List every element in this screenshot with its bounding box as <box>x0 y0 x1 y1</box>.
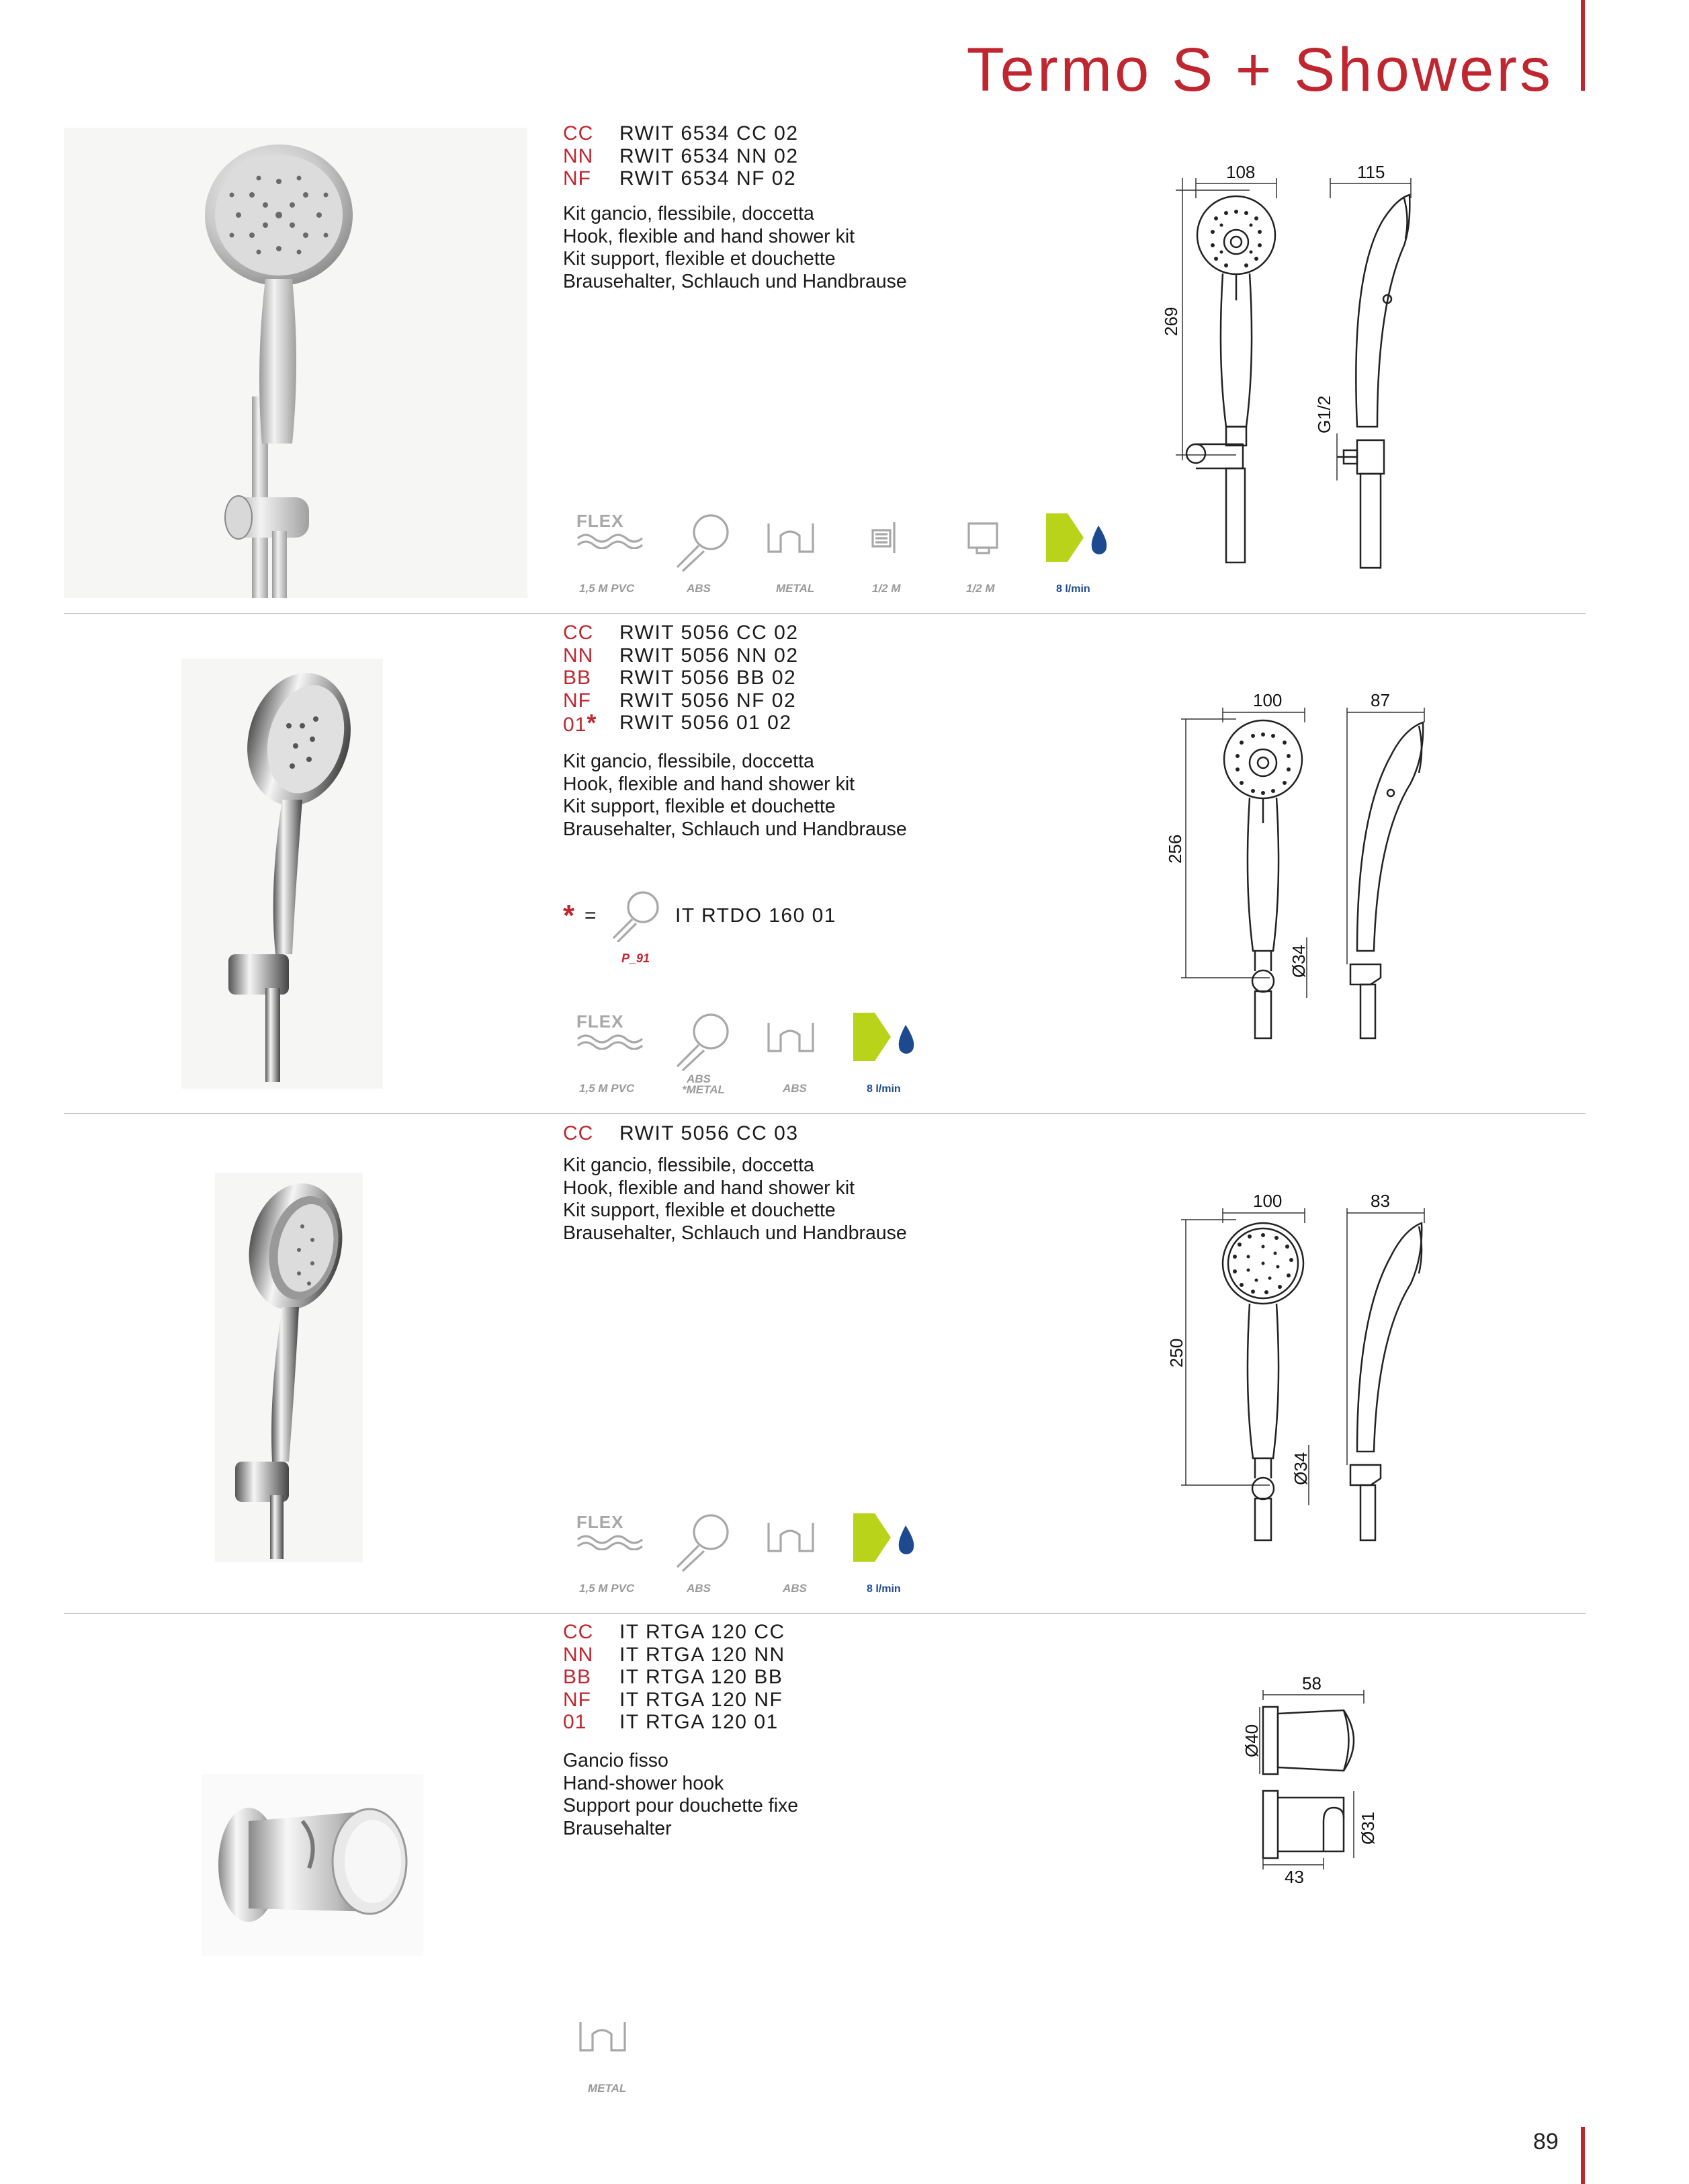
finish-code: NN <box>563 1643 594 1666</box>
dim-width: 108 <box>1226 162 1256 182</box>
dim-width: 100 <box>1253 690 1283 710</box>
product-description <box>563 1750 798 1840</box>
finish-code: BB <box>563 667 592 689</box>
flex-hose-icon: FLEX <box>576 511 644 552</box>
dim-height: 256 <box>1165 834 1185 864</box>
product-codes <box>563 1621 785 1734</box>
page-title: Termo S + Showers <box>966 36 1553 104</box>
icon-label: 1,5 M PVC <box>579 1082 635 1095</box>
product-ref: IT RTGA 120 NF <box>619 1688 783 1711</box>
dim-diameter: Ø34 <box>1291 1452 1311 1485</box>
section-divider <box>64 1613 1586 1614</box>
flex-hose-icon: FLEX <box>576 1512 644 1554</box>
star-marker: * <box>563 899 575 932</box>
dim-diameter-a: Ø40 <box>1242 1724 1262 1757</box>
product-ref: IT RTGA 120 BB <box>619 1666 783 1688</box>
product-ref: RWIT 6534 CC 02 <box>619 122 799 144</box>
desc-de: Brausehalter, Schlauch und Handbrause <box>563 270 907 292</box>
hand-shower-icon <box>672 1512 732 1576</box>
dim-height: 269 <box>1161 306 1181 336</box>
dim-bottom: 43 <box>1285 1867 1304 1887</box>
desc-en: Hook, flexible and hand shower kit <box>563 225 855 247</box>
finish-code: BB <box>563 1666 592 1688</box>
product-ref: IT RTGA 120 01 <box>619 1711 779 1733</box>
product-ref: RWIT 5056 BB 02 <box>619 667 797 689</box>
finish-code: 01 <box>563 1711 587 1733</box>
hook-icon <box>766 1520 820 1557</box>
hook-icon <box>578 2019 632 2056</box>
dim-height: 250 <box>1166 1338 1186 1368</box>
product-description <box>563 203 907 293</box>
desc-it: Kit gancio, flessibile, doccetta <box>563 751 814 772</box>
icon-label: 1/2 M <box>966 582 995 595</box>
icon-label: ABS <box>687 1582 711 1595</box>
technical-drawing-3 <box>1156 1183 1491 1546</box>
product-photo-hand-shower-kit <box>215 1173 363 1562</box>
product-ref: RWIT 5056 NN 02 <box>619 644 799 667</box>
desc-en: Hand-shower hook <box>563 1772 724 1794</box>
wall-outlet-icon <box>966 521 1001 559</box>
dim-side: 83 <box>1371 1191 1390 1211</box>
finish-code: NF <box>563 689 591 712</box>
icon-label: 1/2 M <box>872 582 901 595</box>
icon-label: ABS <box>687 1073 711 1085</box>
star-marker: * <box>587 709 597 737</box>
finish-code: NF <box>563 1688 591 1711</box>
finish-code: CC <box>563 1621 594 1643</box>
dim-side: 115 <box>1357 162 1385 182</box>
icon-label: 1,5 M PVC <box>579 582 635 595</box>
title-accent-bar <box>1581 0 1585 91</box>
desc-de: Brausehalter, Schlauch und Handbrause <box>563 818 907 840</box>
connector-icon <box>870 521 901 558</box>
product-codes <box>563 1122 799 1145</box>
desc-fr: Kit support, flexible et douchette <box>563 796 836 817</box>
product-codes <box>563 122 799 190</box>
product-description <box>563 751 907 841</box>
desc-it: Gancio fisso <box>563 1750 668 1771</box>
product-ref: RWIT 5056 CC 03 <box>619 1122 799 1144</box>
product-ref: IT RTGA 120 CC <box>619 1621 785 1643</box>
finish-code: NN <box>563 144 594 167</box>
hook-icon <box>766 1020 820 1057</box>
technical-drawing-2 <box>1156 682 1491 1045</box>
product-ref: IT RTGA 120 NN <box>619 1643 785 1666</box>
desc-de: Brausehalter, Schlauch und Handbrause <box>563 1222 907 1244</box>
desc-en: Hook, flexible and hand shower kit <box>563 1177 855 1199</box>
flex-hose-icon: FLEX <box>576 1011 644 1053</box>
flow-rate-icon <box>852 1011 926 1068</box>
page-number: 89 <box>1533 2129 1559 2154</box>
product-ref: RWIT 5056 01 02 <box>619 712 792 734</box>
product-ref: RWIT 5056 NF 02 <box>619 689 797 712</box>
icon-label: METAL <box>776 582 815 595</box>
flow-rate-label: 8 l/min <box>867 1583 901 1595</box>
icon-label: ABS <box>687 582 711 595</box>
icon-label: 1,5 M PVC <box>579 1582 635 1595</box>
flow-rate-icon <box>1045 512 1119 569</box>
flow-rate-icon <box>852 1512 926 1569</box>
finish-code: CC <box>563 1122 594 1144</box>
section-divider <box>64 1113 1586 1114</box>
product-ref: RWIT 5056 CC 02 <box>619 622 799 644</box>
icon-label: ABS <box>783 1082 807 1095</box>
product-ref: RWIT 6534 NF 02 <box>619 167 797 190</box>
icon-label: METAL <box>588 2082 627 2095</box>
product-ref: RWIT 6534 NN 02 <box>619 144 799 167</box>
desc-it: Kit gancio, flessibile, doccetta <box>563 203 814 224</box>
icon-label: *METAL <box>682 1083 725 1096</box>
dim-top: 58 <box>1302 1673 1322 1693</box>
finish-code: 01 <box>563 714 587 736</box>
dim-diameter: Ø34 <box>1289 944 1309 978</box>
desc-fr: Support pour douchette fixe <box>563 1795 799 1816</box>
finish-code: NF <box>563 167 591 190</box>
desc-fr: Kit support, flexible et douchette <box>563 1200 836 1221</box>
flow-rate-label: 8 l/min <box>867 1083 901 1095</box>
flow-rate-label: 8 l/min <box>1056 583 1090 595</box>
equals-sign: = <box>584 905 597 927</box>
product-photo-hand-shower-kit <box>181 659 383 1089</box>
finish-code: CC <box>563 622 594 644</box>
product-description <box>563 1154 907 1245</box>
section-divider <box>64 613 1586 614</box>
product-photo-hand-shower-kit <box>64 128 527 598</box>
page-reference: P_91 <box>621 952 650 965</box>
dim-thread: G1/2 <box>1314 395 1334 433</box>
desc-de: Brausehalter <box>563 1817 672 1839</box>
desc-fr: Kit support, flexible et douchette <box>563 248 836 269</box>
technical-drawing-4 <box>1223 1673 1424 1888</box>
hand-shower-icon <box>672 1011 732 1075</box>
product-codes <box>563 622 799 737</box>
hook-icon <box>766 521 820 558</box>
hand-shower-icon <box>608 888 662 946</box>
desc-en: Hook, flexible and hand shower kit <box>563 773 855 795</box>
product-photo-hand-shower-hook <box>202 1774 423 1956</box>
finish-code: CC <box>563 122 594 144</box>
alternative-ref: IT RTDO 160 01 <box>675 905 836 927</box>
dim-side: 87 <box>1371 690 1390 710</box>
hand-shower-icon <box>672 512 732 576</box>
technical-drawing-1 <box>1129 158 1505 575</box>
page-accent-bar <box>1581 2127 1585 2184</box>
icon-label: ABS <box>783 1582 807 1595</box>
dim-width: 100 <box>1253 1191 1283 1211</box>
dim-diameter-b: Ø31 <box>1358 1811 1378 1845</box>
finish-code: NN <box>563 644 594 667</box>
desc-it: Kit gancio, flessibile, doccetta <box>563 1154 814 1176</box>
